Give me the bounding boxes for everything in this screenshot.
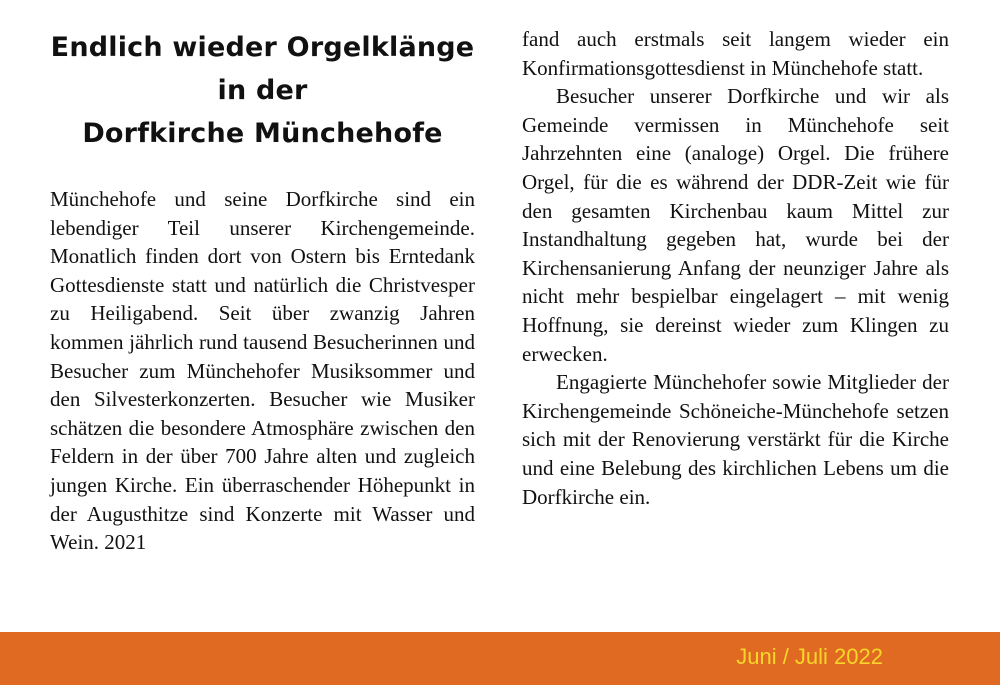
right-paragraph-2: Besucher unserer Dorfkirche und wir als Gemeinde vermissen in Münchehofe seit Jahrzehnten eine (analoge) Orgel. Die frühere Orgel, für die es während der DDR-Zeit wie für den gesamten Kirchenbau kaum Mittel zur Instandhaltung gegeben hat, wurde bei der Kirchensanierung Anfang der neunziger Jahre als nicht mehr bespielbar eingelagert – mit wenig Hoffnung, sie dereinst wieder zum Klingen zu erwecken. [522, 84, 949, 366]
left-column-paragraph: Münchehofe und seine Dorfkirche sind ein lebendiger Teil unserer Kirchengemeinde. Monatlich finden dort von Ostern bis Erntedank Gottesdienste statt und natürlich die Christvesper zu Heiligabend. Seit über zwanzig Jahren kommen jährlich rund tausend Besucherinnen und Besucher zum Münchehofer Musiksommer und den Silvesterkonzerten. Besucher wie Musiker schätzen die besondere Atmosphäre zwischen den Feldern in der über 700 Jahre alten und zugleich jungen Kirche. Ein überraschender Höhepunkt in der Augusthitze sind Konzerte mit Wasser und Wein. 2021 [50, 187, 475, 555]
headline-line-2: in der [217, 75, 308, 106]
right-paragraph-3: Engagierte Münchehofer sowie Mitglieder der Kirchengemeinde Schöneiche-Münchehofe setzen sich mit der Renovierung verstärkt für die Kirche und eine Belebung des kirchlichen Lebens um die Dorfkirche ein. [522, 370, 949, 509]
issue-date: Juni / Juli 2022 [736, 644, 883, 669]
left-column [50, 185, 475, 557]
right-column [522, 25, 949, 511]
footer-bar [0, 632, 1000, 685]
right-paragraph-1: fand auch erstmals seit langem wieder ein Konfirmationsgottesdienst in Münchehofe statt. [522, 27, 949, 80]
headline-line-1: Endlich wieder Orgelklänge [50, 32, 475, 63]
article-headline [40, 26, 485, 155]
headline-line-3: Dorfkirche Münchehofe [82, 118, 443, 149]
